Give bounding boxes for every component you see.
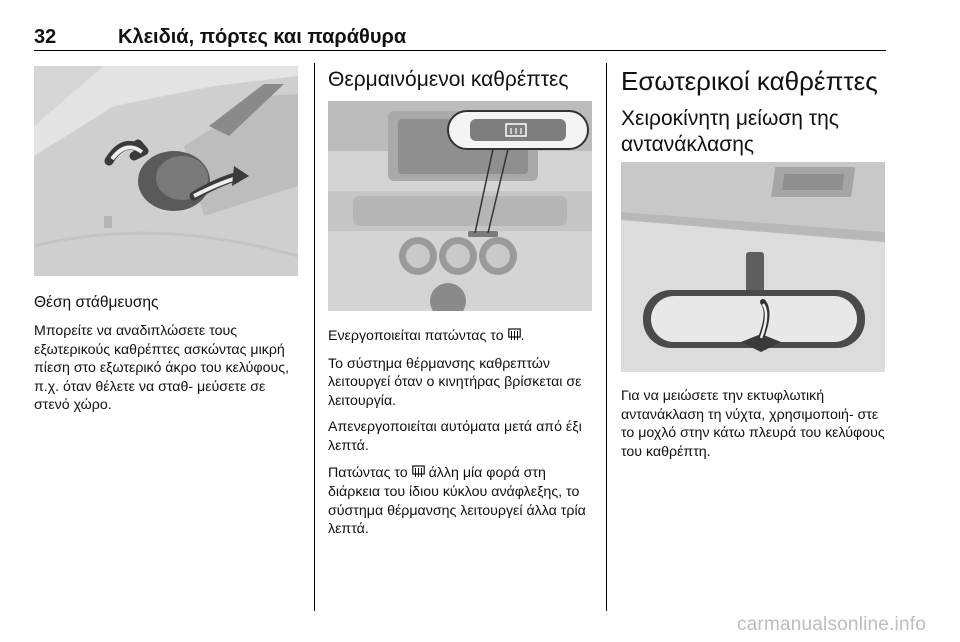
heated-mirrors-paragraph-1 bbox=[328, 327, 594, 347]
parking-position-text bbox=[34, 322, 300, 423]
header-rule bbox=[34, 50, 886, 51]
page-number: 32 bbox=[34, 26, 57, 48]
column-divider-2 bbox=[606, 63, 607, 611]
heated-mirror-button-figure bbox=[328, 101, 592, 311]
manual-dimming-heading: Χειροκίνητη μείωση της αντανάκλασης bbox=[621, 107, 839, 156]
heated-mirrors-p1-end: . bbox=[520, 328, 525, 344]
parking-position-heading: Θέση στάθμευσης bbox=[34, 294, 159, 311]
manual-dimming-text bbox=[621, 387, 887, 469]
heated-mirrors-paragraph-2: Το σύστημα θέρμανσης καθρεπτών λειτουργεί όταν ο κινητήρας βρίσκεται σε λειτουργία. bbox=[328, 355, 582, 409]
heated-mirrors-text bbox=[328, 327, 594, 547]
manual-dimming-paragraph: Για να μειώσετε την εκτυφλωτική αντανάκλαση τη νύχτα, χρησιμοποιή‐ στε το μοχλό στην κάτω πλευρά του κελύφους του καθρέπτη. bbox=[621, 388, 885, 460]
footer-watermark[interactable]: carmanualsonline.info bbox=[736, 614, 926, 635]
interior-mirrors-heading: Εσωτερικοί καθρέπτες bbox=[621, 66, 878, 96]
heated-mirrors-paragraph-3: Απενεργοποιείται αυτόματα μετά από έξι λεπτά. bbox=[328, 419, 582, 454]
rear-heating-icon bbox=[508, 328, 521, 347]
rear-heating-icon bbox=[412, 465, 425, 484]
heated-mirrors-heading: Θερμαινόμενοι καθρέπτες bbox=[328, 68, 569, 91]
heated-mirrors-p1-text: Ενεργοποιείται πατώντας το bbox=[328, 328, 504, 344]
heated-mirrors-p4-start: Πατώντας το bbox=[328, 464, 408, 481]
running-title: Κλειδιά, πόρτες και παράθυρα bbox=[118, 26, 407, 48]
parking-position-paragraph: Μπορείτε να αναδιπλώσετε τους εξωτερικούς καθρέπτες ασκώντας μικρή πίεση στο εξωτερικό άκρο του κελύφους, π.χ. όταν θέλετε να σταθ‐ μεύσετε σε στενό χώρο. bbox=[34, 323, 290, 414]
exterior-mirror-figure bbox=[34, 66, 298, 276]
heated-mirrors-p4-rest: άλλη μία φορά στη διάρκεια του ίδιου κύκλου ανάφλεξης, το σύστημα θέρμανσης λειτουργεί άλλα τρία λεπτά. bbox=[328, 464, 586, 538]
interior-mirror-figure bbox=[621, 162, 885, 372]
heated-mirrors-paragraph-4 bbox=[328, 464, 594, 539]
column-divider-1 bbox=[314, 63, 315, 611]
